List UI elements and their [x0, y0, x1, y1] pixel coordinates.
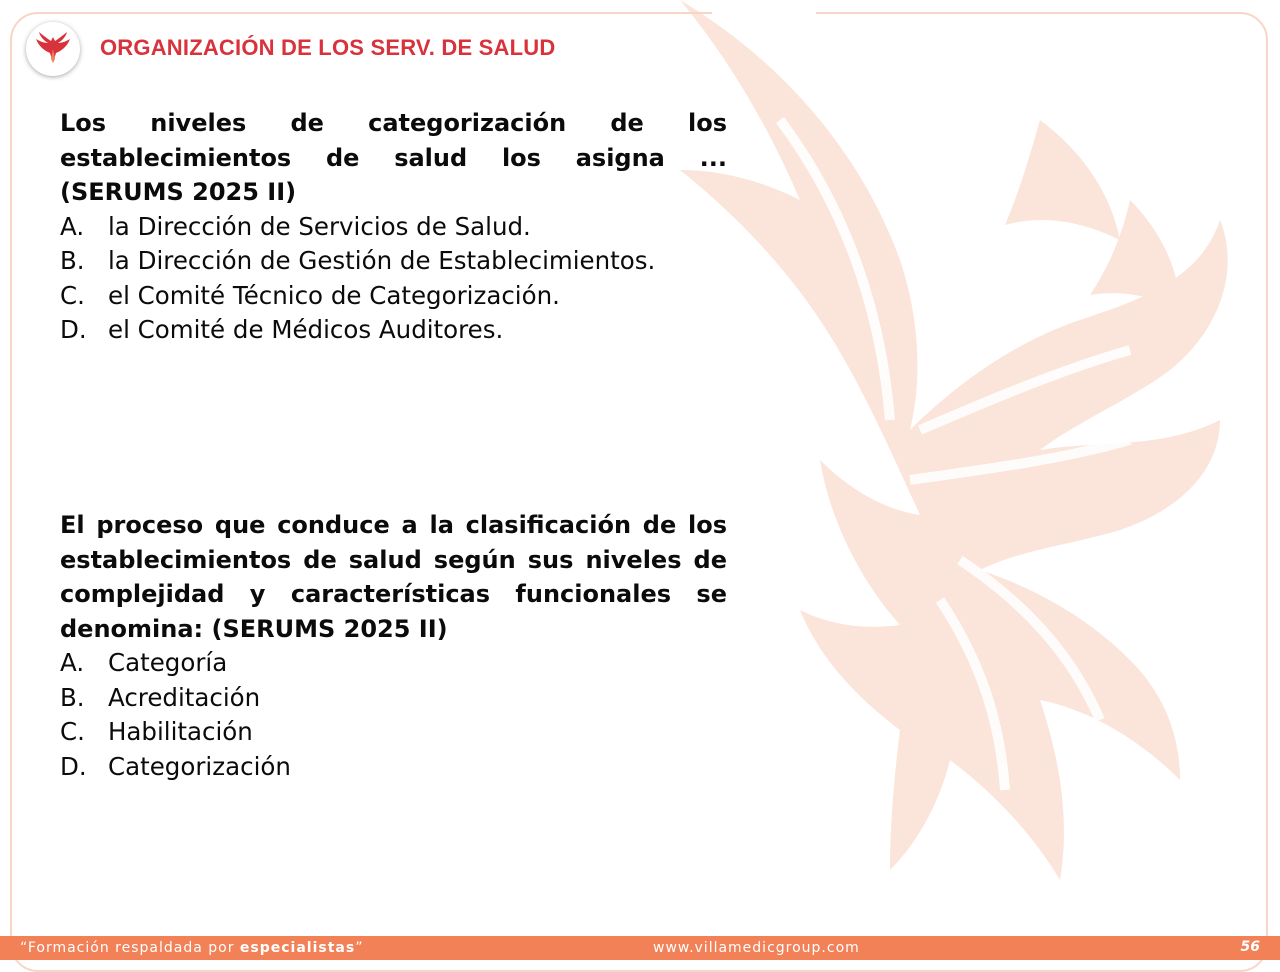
option-text: Habilitación — [108, 717, 253, 746]
options-list — [60, 210, 727, 348]
option-letter: C. — [60, 717, 85, 746]
option-item — [60, 681, 727, 716]
option-text: la Dirección de Servicios de Salud. — [108, 211, 531, 241]
question-block — [60, 508, 727, 784]
option-letter: A. — [60, 211, 85, 241]
options-list — [60, 646, 727, 784]
option-text: el Comité de Médicos Auditores. — [108, 315, 504, 344]
option-text: el Comité Técnico de Categorización. — [108, 280, 560, 310]
option-letter: B. — [60, 246, 85, 275]
option-item — [60, 313, 727, 348]
slogan-prefix: “Formación respaldada por — [20, 940, 240, 956]
option-item — [60, 244, 727, 279]
option-letter: B. — [60, 682, 85, 712]
slogan-bold: especialistas — [239, 940, 356, 956]
question-text: Los niveles de categorización de los establecimientos de salud los asigna ... (SERUMS 2025 II) — [60, 109, 727, 206]
option-text: Categorización — [108, 751, 291, 781]
option-letter: C. — [60, 280, 85, 310]
option-text: Categoría — [108, 648, 228, 677]
option-letter: D. — [60, 751, 87, 781]
phoenix-logo-icon — [26, 22, 80, 76]
option-item — [60, 210, 727, 245]
frame-gap — [712, 9, 816, 17]
footer-slogan — [20, 940, 363, 956]
option-text: Acreditación — [108, 682, 261, 712]
page-number: 56 — [1240, 939, 1260, 955]
slogan-suffix: ” — [355, 940, 364, 956]
question-text: El proceso que conduce a la clasificación de los establecimientos de salud según sus niveles de complejidad y características funcionales se denomina: (SERUMS 2025 II) — [60, 511, 727, 643]
option-item — [60, 750, 727, 785]
footer-bar — [0, 936, 1280, 960]
question-block — [60, 106, 727, 348]
option-item — [60, 715, 727, 750]
option-item — [60, 279, 727, 314]
option-letter: A. — [60, 648, 85, 677]
footer-url: www.villamedicgroup.com — [653, 940, 860, 956]
option-item — [60, 646, 727, 681]
page-title: ORGANIZACIÓN DE LOS SERV. DE SALUD — [100, 35, 556, 60]
option-letter: D. — [60, 315, 87, 344]
option-text: la Dirección de Gestión de Establecimientos. — [108, 246, 656, 275]
